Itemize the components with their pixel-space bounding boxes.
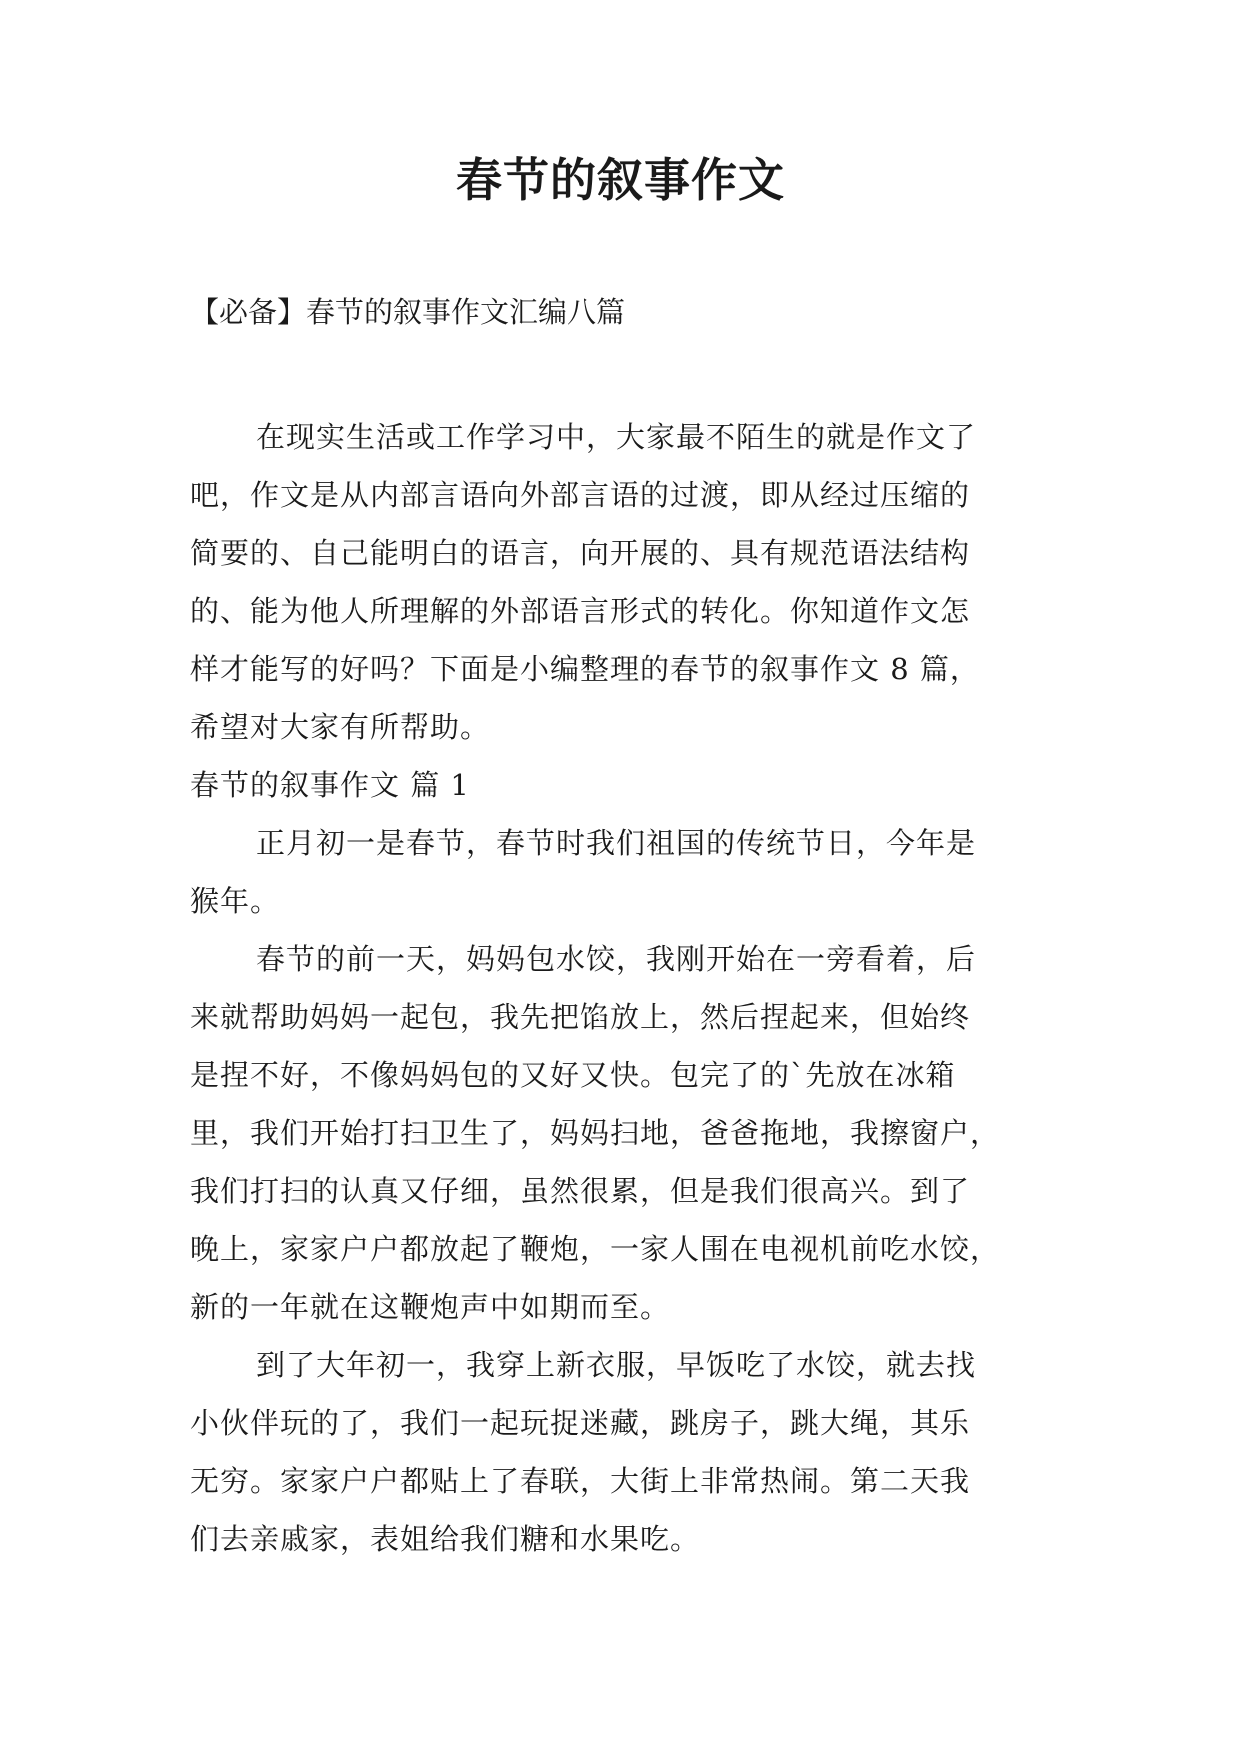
text-line: 们去亲戚家，表姐给我们糖和水果吃。 xyxy=(190,1522,701,1556)
intro-paragraph xyxy=(190,408,1050,756)
document-subtitle: 【必备】春节的叙事作文汇编八篇 xyxy=(190,295,626,329)
text-line: 的、能为他人所理解的外部语言形式的转化。你知道作文怎 xyxy=(190,594,971,628)
text-line: 小伙伴玩的了，我们一起玩捉迷藏，跳房子，跳大绳，其乐 xyxy=(190,1406,971,1440)
text-line: 吧，作文是从内部言语向外部言语的过渡，即从经过压缩的 xyxy=(190,478,971,512)
text-line: 猴年。 xyxy=(190,884,281,918)
section-heading: 春节的叙事作文 篇 1 xyxy=(190,768,470,802)
text-line: 到了大年初一，我穿上新衣服，早饭吃了水饺，就去找 xyxy=(256,1348,977,1382)
text-line: 简要的、自己能明白的语言，向开展的、具有规范语法结构 xyxy=(190,536,971,570)
text-line: 样才能写的好吗？下面是小编整理的春节的叙事作文 8 篇， xyxy=(190,652,980,686)
paragraph-2 xyxy=(190,930,1050,1336)
text-line: 晚上，家家户户都放起了鞭炮，一家人围在电视机前吃水饺， xyxy=(190,1232,1001,1266)
text-line: 无穷。家家户户都贴上了春联，大街上非常热闹。第二天我 xyxy=(190,1464,971,1498)
text-line: 我们打扫的认真又仔细，虽然很累，但是我们很高兴。到了 xyxy=(190,1174,971,1208)
paragraph-1 xyxy=(190,814,1050,930)
document-body xyxy=(190,408,1050,1568)
text-line: 新的一年就在这鞭炮声中如期而至。 xyxy=(190,1290,671,1324)
text-line: 正月初一是春节，春节时我们祖国的传统节日，今年是 xyxy=(256,826,977,860)
document-title: 春节的叙事作文 xyxy=(456,153,785,207)
text-line: 是捏不好，不像妈妈包的又好又快。包完了的`先放在冰箱 xyxy=(190,1058,956,1092)
paragraph-3 xyxy=(190,1336,1050,1568)
text-line: 里，我们开始打扫卫生了，妈妈扫地，爸爸拖地，我擦窗户， xyxy=(190,1116,1001,1150)
text-line: 春节的前一天，妈妈包水饺，我刚开始在一旁看着，后 xyxy=(256,942,977,976)
text-line: 来就帮助妈妈一起包，我先把馅放上，然后捏起来，但始终 xyxy=(190,1000,971,1034)
text-line: 在现实生活或工作学习中，大家最不陌生的就是作文了 xyxy=(256,420,977,454)
text-line: 希望对大家有所帮助。 xyxy=(190,710,491,744)
